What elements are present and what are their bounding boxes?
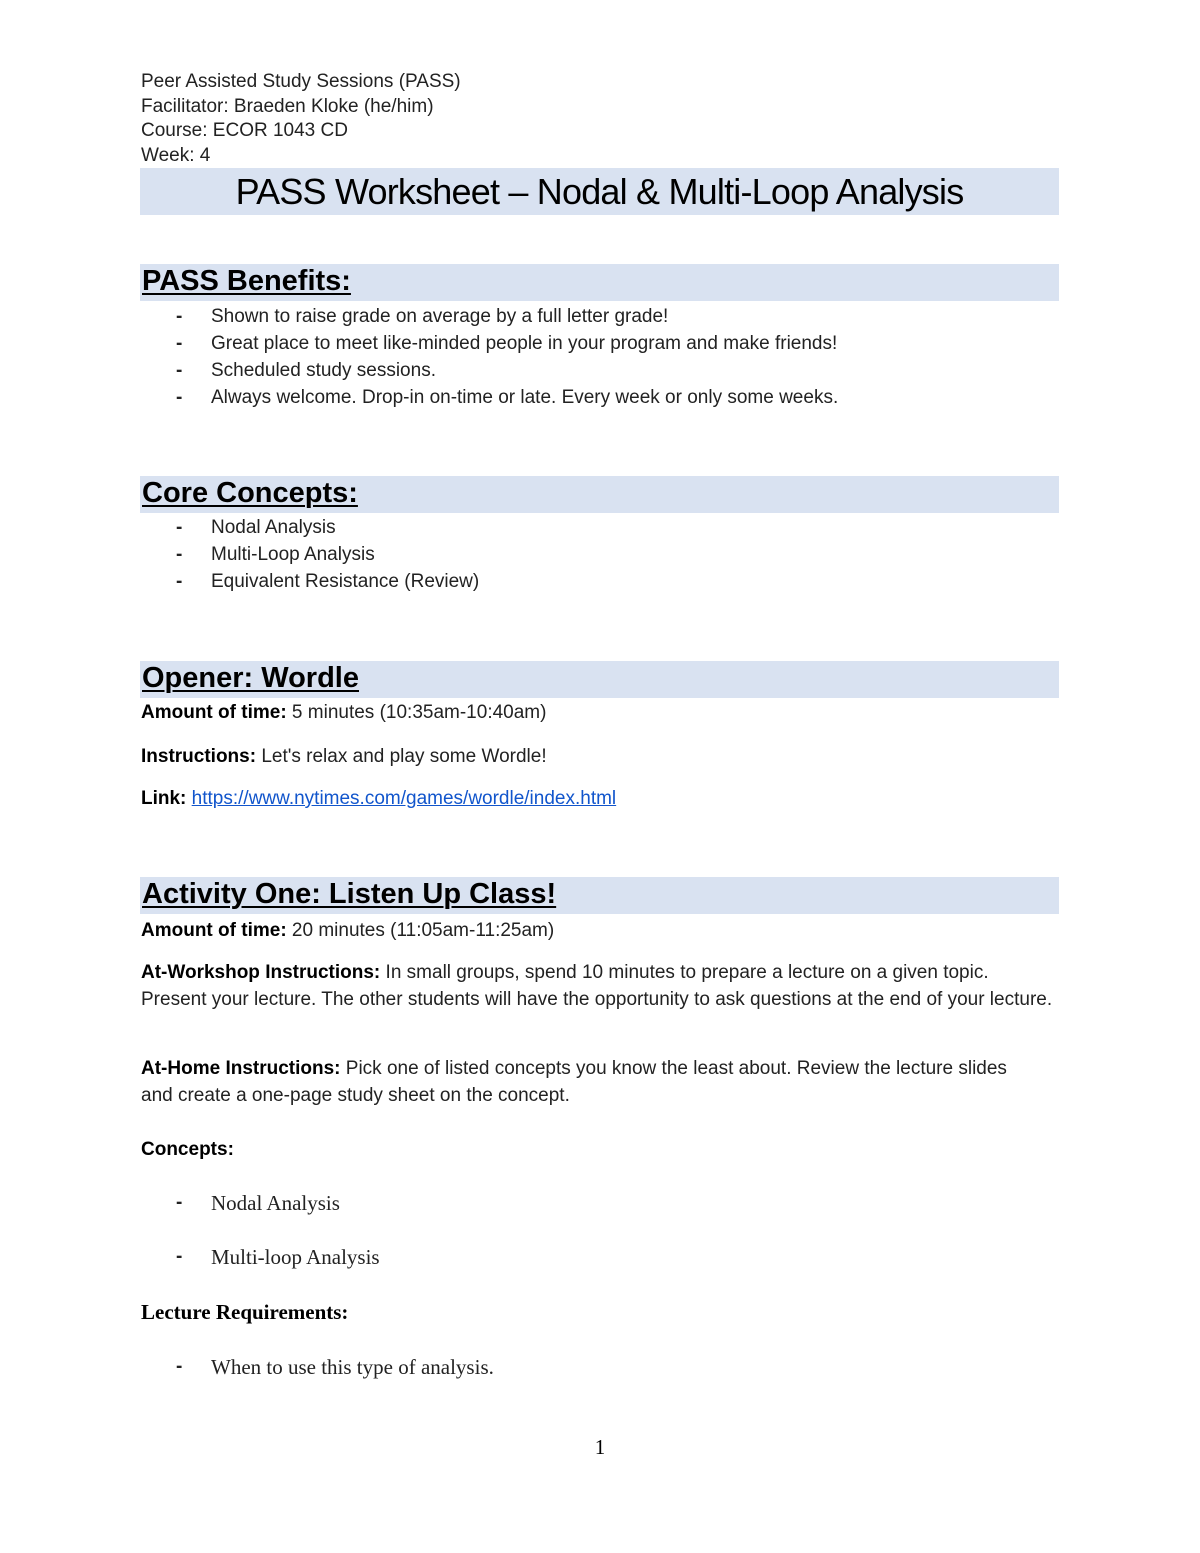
- header-program: Peer Assisted Study Sessions (PASS): [141, 71, 461, 92]
- list-item: - Great place to meet like-minded people in your program and make friends!: [140, 330, 1060, 357]
- bullet-dash: -: [176, 360, 183, 381]
- page-number: 1: [594, 1435, 606, 1459]
- activity1-workshop-instructions: At-Workshop Instructions: In small groups, spend 10 minutes to prepare a lecture on a given topic. Present your lecture. The other students will have the opportunity to ask questions at the end of your lecture.: [141, 962, 1053, 1010]
- list-item: - Shown to raise grade on average by a full letter grade!: [140, 303, 1060, 330]
- header-facilitator: Facilitator: Braeden Kloke (he/him): [141, 95, 434, 117]
- activity1-home-instructions: At-Home Instructions: Pick one of listed concepts you know the least about. Review the lecture slides and create a one-page study sheet on the concept.: [141, 1058, 1007, 1106]
- list-item: - When to use this type of analysis.: [140, 1340, 1060, 1394]
- requirements-list: [140, 1340, 1060, 1394]
- list-item: - Nodal Analysis: [140, 1176, 1060, 1230]
- benefits-heading: PASS Benefits:: [142, 265, 351, 297]
- header-course: Course: ECOR 1043 CD: [141, 120, 348, 141]
- bullet-dash: -: [176, 387, 183, 408]
- opener-instructions: Instructions: Let's relax and play some Wordle!: [141, 746, 547, 767]
- core-heading: Core Concepts:: [142, 477, 358, 509]
- wordle-link[interactable]: https://www.nytimes.com/games/wordle/index.html: [191, 788, 617, 809]
- concepts-label: Concepts:: [141, 1139, 234, 1160]
- bullet-dash: -: [176, 1246, 183, 1267]
- header-block: [141, 70, 461, 168]
- opener-heading: Opener: Wordle: [142, 662, 359, 694]
- list-item: - Multi-Loop Analysis: [140, 541, 1060, 568]
- bullet-dash: -: [176, 306, 183, 327]
- core-list: [140, 514, 1060, 595]
- activity1-heading: Activity One: Listen Up Class!: [142, 878, 557, 910]
- list-item: - Scheduled study sessions.: [140, 357, 1060, 384]
- concepts-list: [140, 1176, 1060, 1284]
- benefits-list: [140, 303, 1060, 411]
- list-item: - Equivalent Resistance (Review): [140, 568, 1060, 595]
- benefits-heading-band: [140, 264, 1059, 301]
- bullet-dash: -: [176, 333, 183, 354]
- lecture-requirements-label: Lecture Requirements:: [141, 1300, 349, 1324]
- activity1-time: Amount of time: 20 minutes (11:05am-11:25am): [141, 920, 555, 941]
- bullet-dash: -: [176, 1192, 183, 1213]
- header-week: Week: 4: [141, 144, 211, 166]
- bullet-dash: -: [176, 544, 183, 565]
- opener-link-row: Link: https://www.nytimes.com/games/wordle/index.html: [141, 788, 617, 809]
- opener-heading-band: [140, 661, 1059, 698]
- bullet-dash: -: [176, 517, 183, 538]
- page-title: PASS Worksheet – Nodal & Multi-Loop Analysis: [235, 170, 964, 212]
- opener-time: Amount of time: 5 minutes (10:35am-10:40am): [141, 702, 547, 723]
- list-item: - Nodal Analysis: [140, 514, 1060, 541]
- activity1-heading-band: [140, 877, 1059, 914]
- list-item: - Always welcome. Drop-in on-time or late. Every week or only some weeks.: [140, 384, 1060, 411]
- bullet-dash: -: [176, 571, 183, 592]
- title-band: [140, 168, 1059, 215]
- list-item: - Multi-loop Analysis: [140, 1230, 1060, 1284]
- bullet-dash: -: [176, 1356, 183, 1377]
- core-heading-band: [140, 476, 1059, 513]
